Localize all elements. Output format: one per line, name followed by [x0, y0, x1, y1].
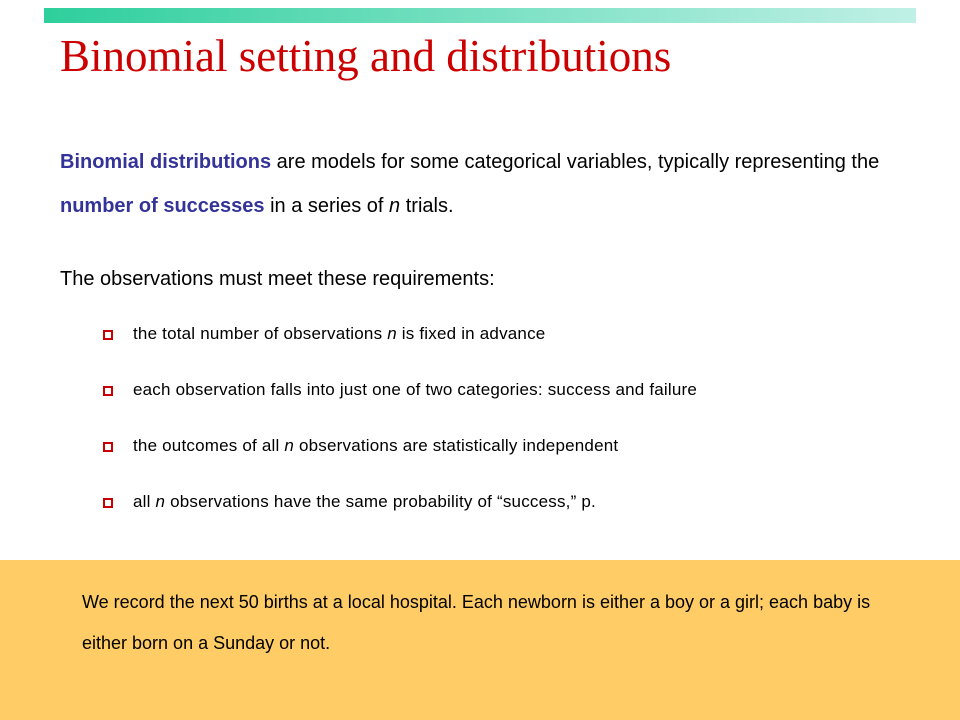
requirement-text-pre: the outcomes of all — [133, 436, 285, 455]
header-accent-bar — [44, 8, 916, 23]
example-text: We record the next 50 births at a local hospital. Each newborn is either a boy or a girl; each baby is either born on a Sunday or not. — [82, 592, 871, 653]
requirement-item — [100, 480, 697, 536]
requirement-text-post: observations are statistically independent — [294, 436, 619, 455]
requirement-text-pre: each observation falls into just one of two categories: success and failure — [133, 380, 698, 399]
intro-paragraph — [60, 140, 940, 228]
requirement-variable: n — [284, 436, 295, 455]
requirements-list — [100, 312, 697, 536]
square-bullet-icon — [103, 386, 113, 396]
square-bullet-icon — [103, 498, 113, 508]
requirement-text-post: is fixed in advance — [396, 324, 546, 343]
term-number-of-successes: number of successes — [60, 195, 265, 217]
requirement-variable: n — [387, 324, 397, 343]
requirement-item — [100, 424, 697, 480]
requirement-item — [100, 312, 697, 368]
term-binomial-distributions: Binomial distributions — [60, 151, 272, 173]
requirement-text-post: observations have the same probability of “success,” p. — [165, 492, 596, 511]
intro-text-1: are models for some categorical variables, typically representing the — [271, 151, 880, 173]
intro-variable-n: n — [389, 195, 401, 217]
requirement-text-pre: all — [133, 492, 156, 511]
intro-text-2: in a series of — [264, 195, 390, 217]
slide-title: Binomial setting and distributions — [60, 31, 672, 81]
requirement-variable: n — [155, 492, 166, 511]
requirement-item — [100, 368, 697, 424]
requirements-heading: The observations must meet these requirements: — [60, 268, 495, 290]
example-box — [0, 560, 960, 720]
square-bullet-icon — [103, 442, 113, 452]
square-bullet-icon — [103, 330, 113, 340]
requirement-text-pre: the total number of observations — [133, 324, 388, 343]
intro-text-3: trials. — [400, 195, 454, 217]
